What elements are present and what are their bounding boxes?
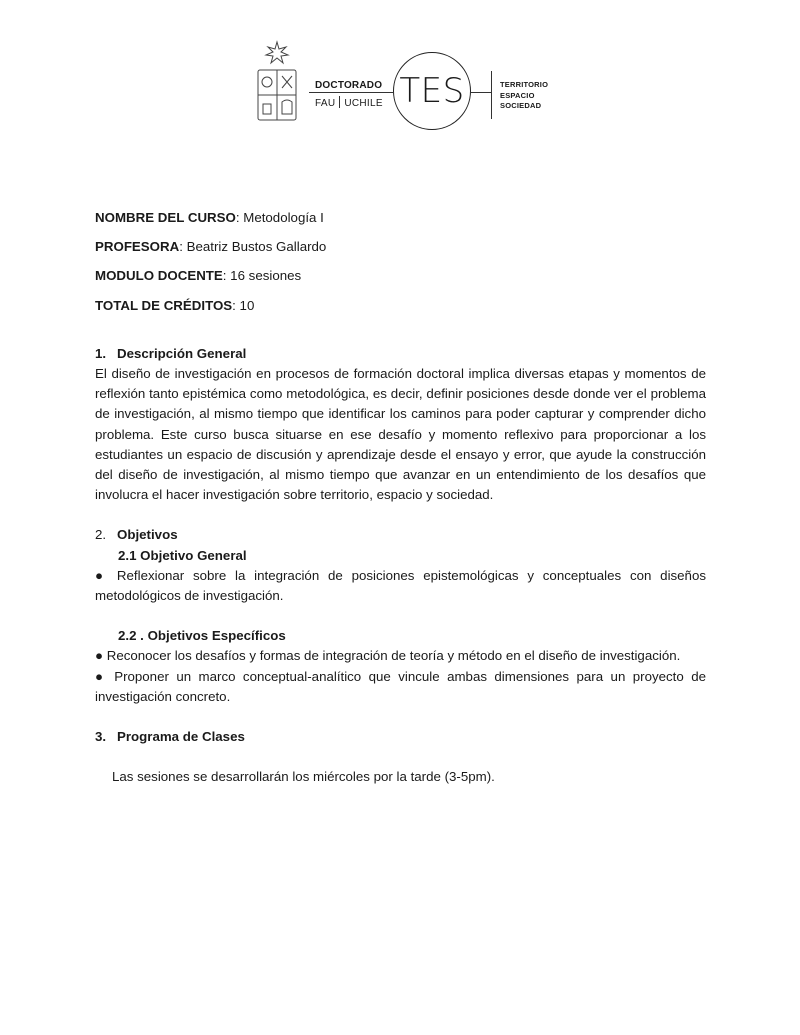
course-credits <box>95 296 706 316</box>
objectives-specific-heading: 2.2 . Objetivos Específicos <box>118 628 286 644</box>
doctorado-subtitle <box>315 96 383 110</box>
logo-divider-line <box>309 92 393 93</box>
document-body <box>95 208 706 787</box>
section-1-text: El diseño de investigación en procesos de formación doctoral implica diversas etapas y momentos de reflexión tanto epistémica como metodológica, es decir, definir posiciones desde donde ver el problema de investigación, al mismo tiempo que identificar los caminos para poder capturar y comprender dicho problema. Este curso busca situarse en ese desafío y momento reflexivo para proporcionar a los estudiantes un espacio de discusión y aprendizaje desde el ensayo y error, que ayude la construcción del diseño de investigación, al mismo tiempo que avanzar en un entendimiento de los desafíos que involucra el hacer investigación sobre territorio, espacio y sociedad. <box>95 366 706 503</box>
course-module-label: MODULO DOCENTE <box>95 268 223 284</box>
course-name-value: : Metodología I <box>235 210 324 225</box>
course-credits-value: : 10 <box>232 297 255 313</box>
course-credits-label: TOTAL DE CRÉDITOS <box>95 297 233 313</box>
doctorado-label <box>315 80 383 110</box>
doctorado-title: DOCTORADO <box>315 80 383 91</box>
section-2-title: Objetivos <box>117 527 178 543</box>
section-2-number: 2. <box>95 527 107 543</box>
doctorado-uchile: UCHILE <box>344 98 383 109</box>
tes-logo <box>393 52 471 130</box>
tes-word: ESPACIO <box>500 90 535 100</box>
course-name <box>95 208 706 228</box>
doctorado-fau: FAU <box>315 98 336 109</box>
logo-vertical-bar <box>491 71 492 119</box>
section-3-title: Programa de Clases <box>117 729 245 745</box>
section-1-title: Descripción General <box>117 345 247 361</box>
university-crest-icon <box>255 40 299 126</box>
course-module <box>95 266 706 286</box>
course-professor-label: PROFESORA <box>95 239 180 255</box>
course-professor-value: : Beatriz Bustos Gallardo <box>179 239 327 255</box>
section-1-heading <box>95 344 706 364</box>
section-3-text: Las sesiones se desarrollarán los miércoles por la tarde (3-5pm). <box>112 769 495 785</box>
course-module-value: : 16 sesiones <box>222 268 302 284</box>
section-2-heading <box>95 525 706 545</box>
objective-specific-item: ● Reconocer los desafíos y formas de integración de teoría y método en el diseño de investigación. <box>95 648 681 664</box>
tes-words <box>500 80 548 112</box>
objective-general-heading: 2.1 Objetivo General <box>118 547 247 563</box>
section-1-number: 1. <box>95 345 107 361</box>
header-logos <box>255 38 555 128</box>
section-3-number: 3. <box>95 729 107 745</box>
course-professor <box>95 237 706 257</box>
objective-general-item: ● Reflexionar sobre la integración de posiciones epistemológicas y conceptuales con diseños metodológicos de investigación. <box>95 567 706 604</box>
section-3-heading <box>95 727 706 747</box>
logo-divider-line-right <box>471 92 491 93</box>
tes-word: TERRITORIO <box>500 80 549 89</box>
course-name-label: NOMBRE DEL CURSO <box>95 210 236 225</box>
objective-specific-item: ● Proponer un marco conceptual-analítico que vincule ambas dimensiones para un proyecto de investigación concreto. <box>95 668 706 704</box>
tes-logo-text: TES <box>399 71 465 111</box>
tes-word: SOCIEDAD <box>500 101 542 110</box>
